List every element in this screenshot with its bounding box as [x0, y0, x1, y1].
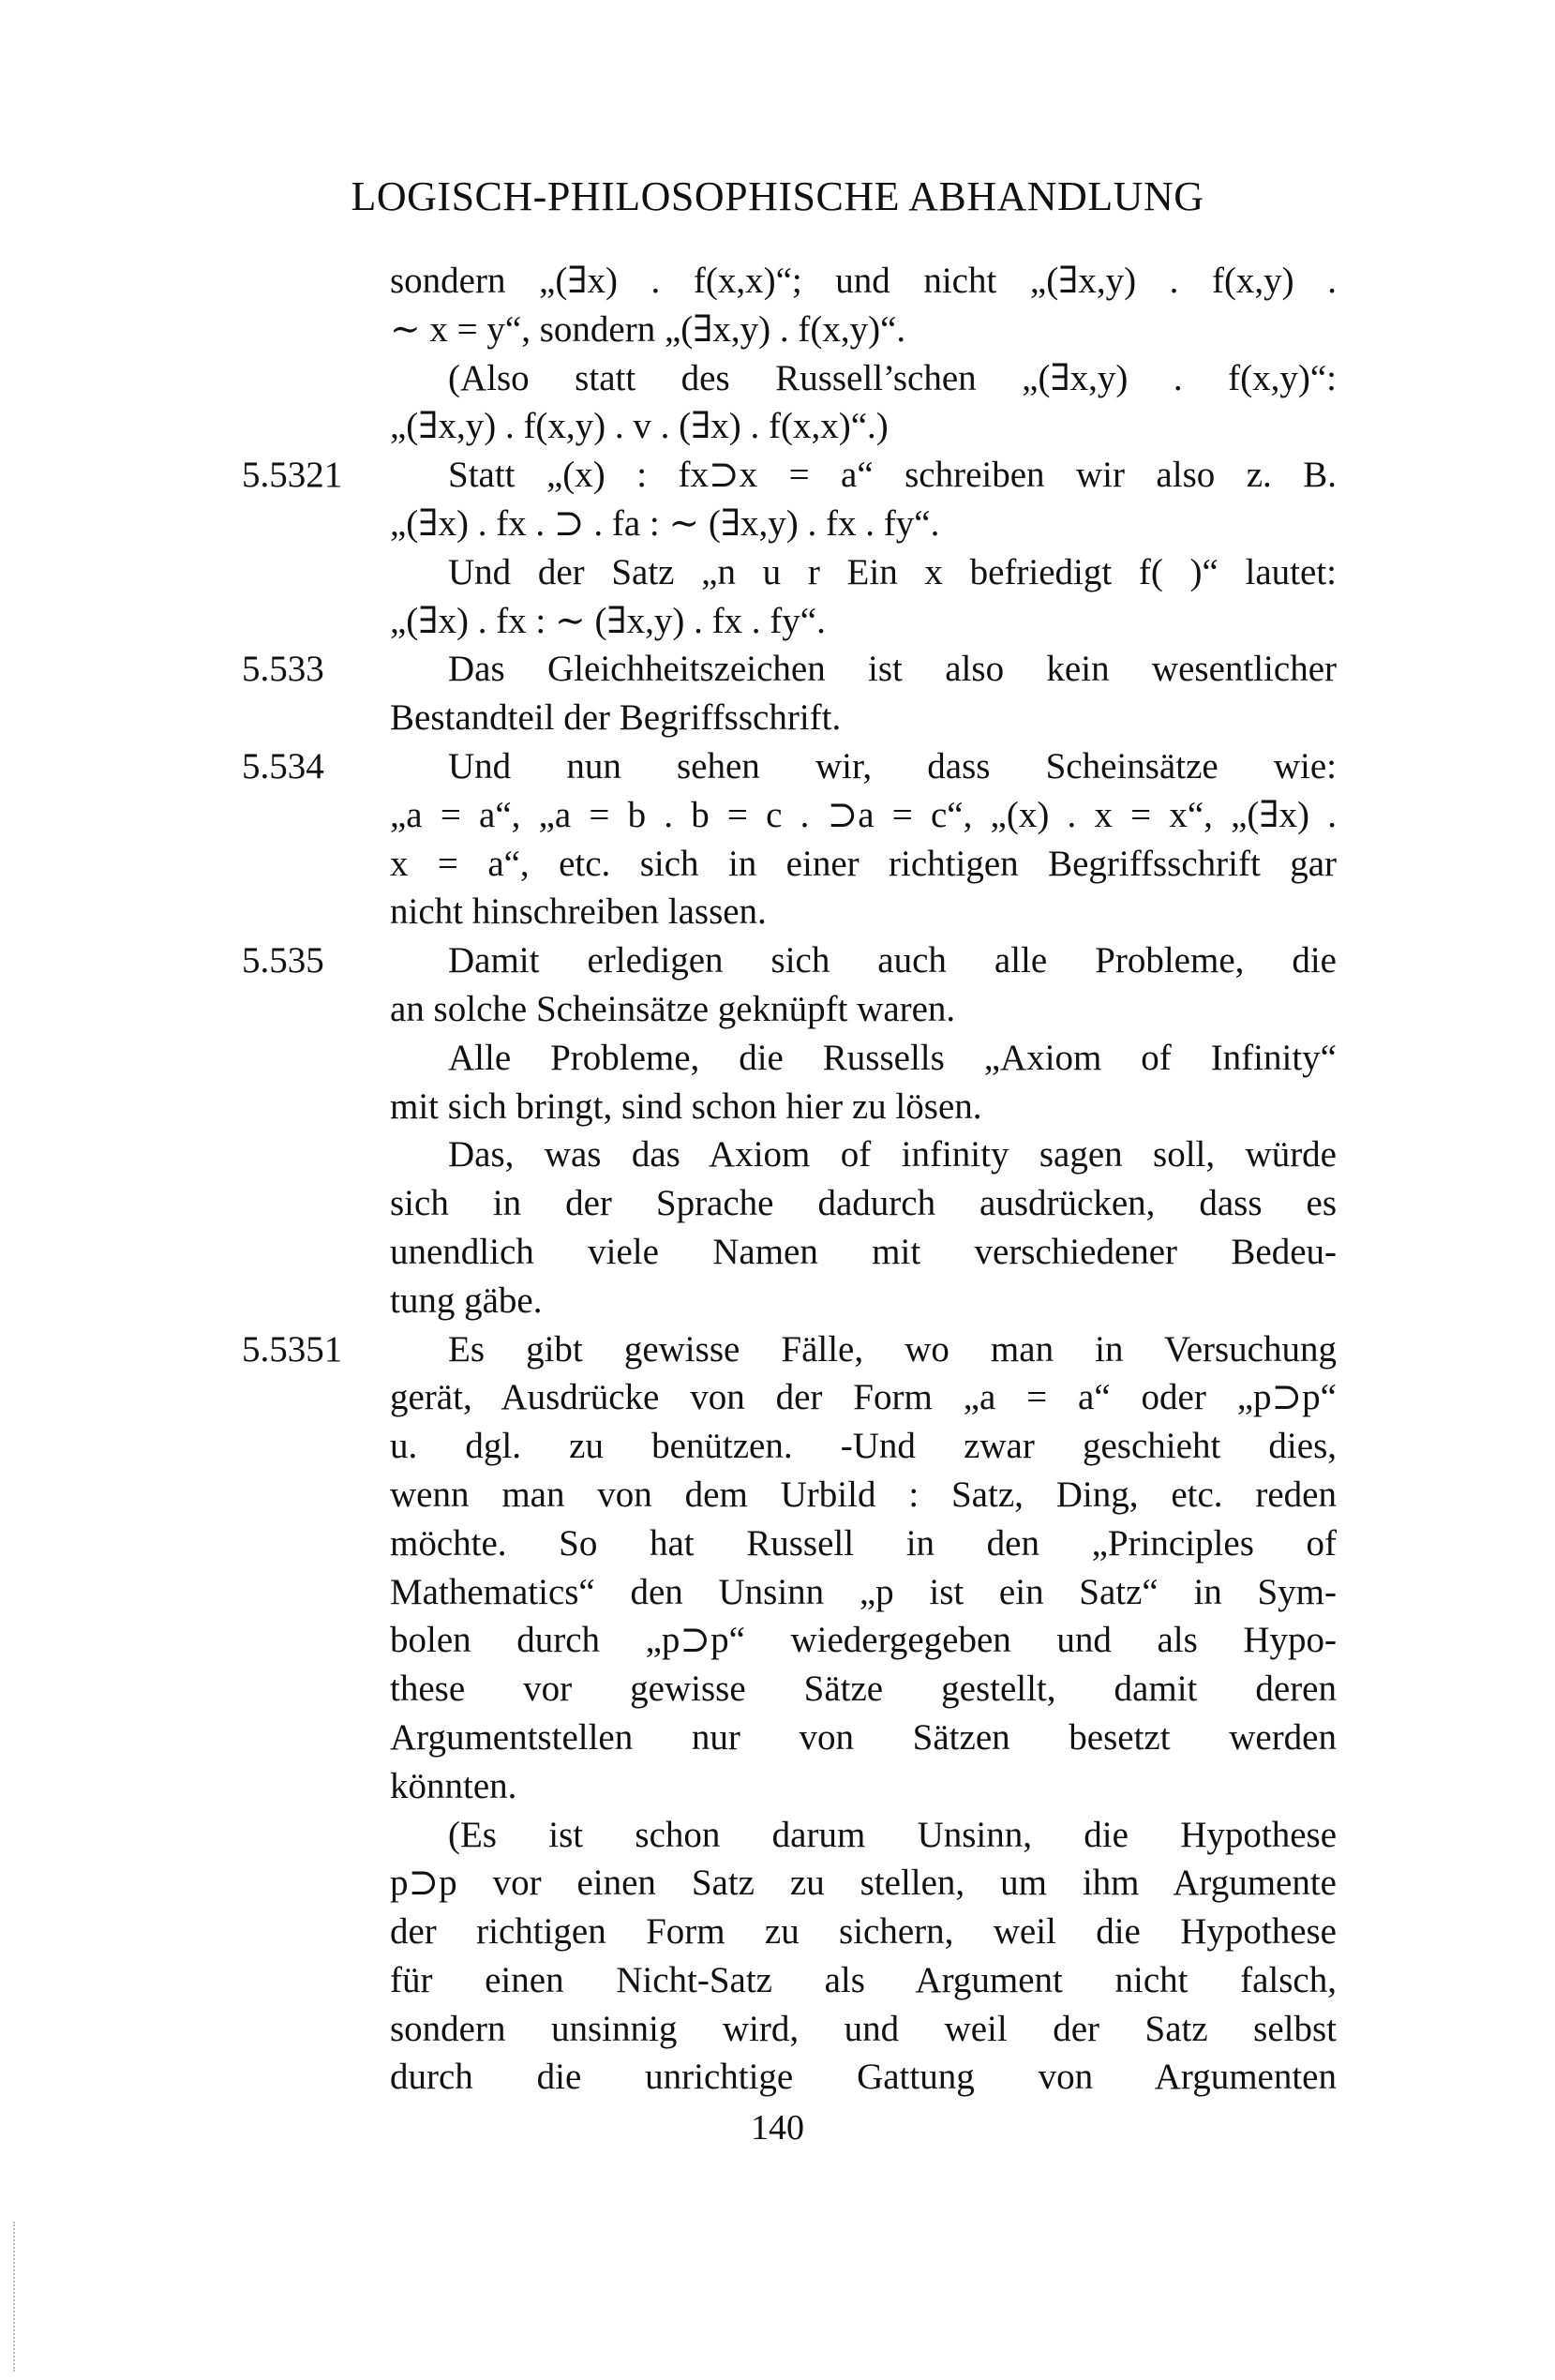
line-text: Es gibt gewisse Fälle, wo man in Versuchung — [448, 1328, 1337, 1370]
text-line — [0, 1325, 1555, 1374]
text-line — [0, 1130, 1555, 1179]
text-line — [0, 500, 1555, 548]
line-text: Und nun sehen wir, dass Scheinsätze wie: — [448, 745, 1337, 786]
text-line — [0, 1859, 1555, 1908]
line-text: sondern unsinnig wird, und weil der Satz selbst — [390, 2008, 1337, 2049]
text-line — [0, 354, 1555, 403]
proposition-number: 5.534 — [242, 745, 324, 786]
line-text: Und der Satz „n u r Ein x befriedigt f( )“ lautet: — [448, 551, 1337, 592]
line-text: „(∃x,y) . f(x,y) . v . (∃x) . f(x,x)“.) — [390, 406, 889, 447]
text-line — [0, 451, 1555, 500]
line-text: (Es ist schon darum Unsinn, die Hypothese — [448, 1814, 1337, 1855]
text-line — [0, 306, 1555, 354]
line-text: Alle Probleme, die Russells „Axiom of Infinity“ — [448, 1037, 1337, 1078]
text-line — [0, 840, 1555, 889]
text-line — [0, 985, 1555, 1034]
line-text: nicht hinschreiben lassen. — [390, 891, 767, 933]
text-line — [0, 2005, 1555, 2054]
text-line — [0, 1714, 1555, 1762]
line-text: bolen durch „p⊃p“ wiedergegeben und als Hypo- — [390, 1620, 1337, 1661]
line-text: sondern „(∃x) . f(x,x)“; und nicht „(∃x,y) . f(x,y) . — [390, 261, 1337, 301]
proposition-number: 5.5351 — [242, 1328, 343, 1370]
line-text: „(∃x) . fx : ∼ (∃x,y) . fx . fy“. — [390, 600, 826, 641]
line-text: tung gäbe. — [390, 1280, 543, 1321]
text-line — [0, 1422, 1555, 1471]
line-text: these vor gewisse Sätze gestellt, damit deren — [390, 1669, 1337, 1710]
proposition-number: 5.5321 — [242, 455, 343, 496]
text-line — [0, 257, 1555, 306]
margin-scan-mark — [13, 2222, 15, 2372]
text-line — [0, 1519, 1555, 1568]
text-line — [0, 402, 1555, 451]
text-line — [0, 1616, 1555, 1665]
page-body — [0, 257, 1555, 2102]
line-text: Damit erledigen sich auch alle Probleme, die — [448, 940, 1337, 981]
text-line — [0, 1568, 1555, 1617]
line-text: mit sich bringt, sind schon hier zu lösen. — [390, 1085, 982, 1127]
text-line — [0, 742, 1555, 791]
line-text: durch die unrichtige Gattung von Argumenten — [390, 2057, 1337, 2098]
text-line — [0, 936, 1555, 985]
text-line — [0, 1228, 1555, 1277]
text-line — [0, 1762, 1555, 1811]
line-text: Argumentstellen nur von Sätzen besetzt werden — [390, 1716, 1337, 1758]
line-text: wenn man von dem Urbild : Satz, Ding, etc. reden — [390, 1474, 1337, 1515]
text-line — [0, 1373, 1555, 1422]
text-line — [0, 645, 1555, 694]
line-text: x = a“, etc. sich in einer richtigen Begriffsschrift gar — [390, 843, 1337, 884]
text-line — [0, 1083, 1555, 1131]
text-line — [0, 1034, 1555, 1083]
text-line — [0, 2053, 1555, 2102]
line-text: Mathematics“ den Unsinn „p ist ein Satz“ in Sym- — [390, 1571, 1337, 1612]
line-text: „(∃x) . fx . ⊃ . fa : ∼ (∃x,y) . fx . fy“. — [390, 502, 940, 544]
line-text: Das, was das Axiom of infinity sagen soll, würde — [448, 1134, 1337, 1175]
text-line — [0, 597, 1555, 646]
page-number: 140 — [751, 2108, 804, 2148]
text-line — [0, 1179, 1555, 1228]
text-line — [0, 1277, 1555, 1325]
proposition-number: 5.533 — [242, 649, 324, 690]
line-text: Das Gleichheitszeichen ist also kein wesentlicher — [448, 649, 1337, 690]
text-line — [0, 1665, 1555, 1714]
text-line — [0, 1811, 1555, 1860]
text-line — [0, 694, 1555, 742]
line-text: (Also statt des Russell’schen „(∃x,y) . f(x,y)“: — [448, 357, 1337, 398]
line-text: p⊃p vor einen Satz zu stellen, um ihm Argumente — [390, 1863, 1337, 1904]
line-text: der richtigen Form zu sichern, weil die Hypothese — [390, 1911, 1337, 1953]
text-line — [0, 888, 1555, 936]
text-line — [0, 1908, 1555, 1956]
running-header: LOGISCH-PHILOSOPHISCHE ABHANDLUNG — [351, 173, 1204, 219]
line-text: „a = a“, „a = b . b = c . ⊃a = c“, „(x) . x = x“, „(∃x) . — [390, 794, 1337, 835]
line-text: an solche Scheinsätze geknüpft waren. — [390, 988, 956, 1029]
line-text: sich in der Sprache dadurch ausdrücken, dass es — [390, 1183, 1337, 1224]
line-text: könnten. — [390, 1765, 517, 1806]
proposition-number: 5.535 — [242, 940, 324, 981]
text-line — [0, 1471, 1555, 1519]
text-line — [0, 548, 1555, 597]
text-line — [0, 1956, 1555, 2005]
line-text: für einen Nicht-Satz als Argument nicht falsch, — [390, 1959, 1337, 2000]
line-text: gerät, Ausdrücke von der Form „a = a“ oder „p⊃p“ — [390, 1377, 1337, 1418]
line-text: möchte. So hat Russell in den „Principles of — [390, 1522, 1337, 1564]
line-text: ∼ x = y“, sondern „(∃x,y) . f(x,y)“. — [390, 308, 906, 350]
line-text: Statt „(x) : fx⊃x = a“ schreiben wir also z. B. — [448, 455, 1337, 496]
line-text: u. dgl. zu benützen. -Und zwar geschieht dies, — [390, 1426, 1337, 1467]
line-text: unendlich viele Namen mit verschiedener Bedeu- — [390, 1231, 1337, 1272]
text-line — [0, 791, 1555, 840]
line-text: Bestandteil der Begriffsschrift. — [390, 697, 842, 739]
